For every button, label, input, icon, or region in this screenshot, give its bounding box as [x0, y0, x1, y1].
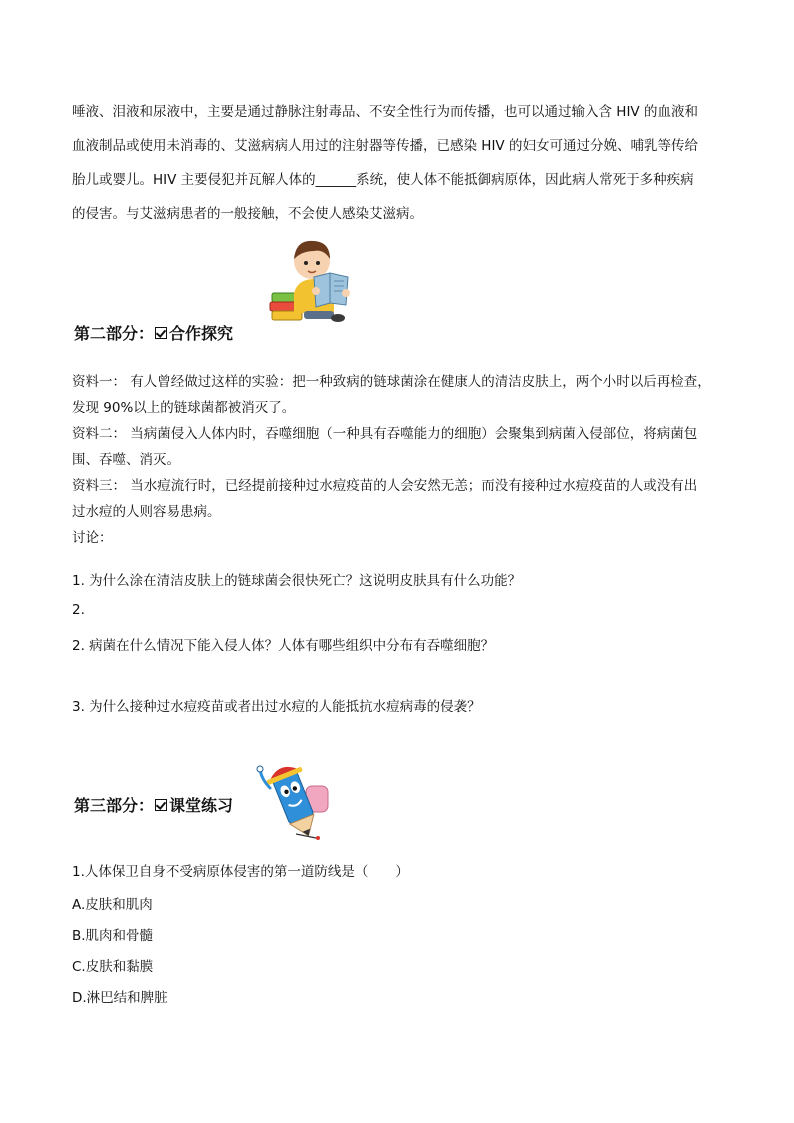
- intro-line: 的侵害。与艾滋病患者的一般接触，不会使人感染艾滋病。: [72, 206, 423, 222]
- exercise-question: 1.人体保卫自身不受病原体侵害的第一道防线是（ ）: [72, 864, 409, 880]
- section2-title: [74, 321, 233, 344]
- intro-line: 血液制品或使用未消毒的、艾滋病病人用过的注射器等传播，已感染 HIV 的妇女可通过分娩、哺乳等传给: [72, 138, 698, 154]
- section3-title-text: 课堂练习: [169, 796, 234, 815]
- material-line: 发现 90%以上的链球菌都被消灭了。: [72, 400, 296, 416]
- intro-line: 胎儿或婴儿。HIV 主要侵犯并瓦解人体的______系统，使人体不能抵御病原体，因此病人常死于多种疾病: [72, 172, 694, 188]
- section2-title-prefix: 第二部分：: [74, 324, 155, 343]
- discussion-question: 1. 为什么涂在清洁皮肤上的链球菌会很快死亡？这说明皮肤具有什么功能？: [72, 573, 522, 589]
- section2-title-text: 合作探究: [169, 324, 234, 343]
- boy-reading-illustration: [268, 233, 352, 325]
- material-line: 资料三： 当水痘流行时，已经提前接种过水痘疫苗的人会安然无恙；而没有接种过水痘疫苗的人或没有出: [72, 478, 698, 494]
- checkbox-icon: [155, 327, 167, 339]
- discussion-question: 2.: [72, 602, 85, 618]
- pencil-mascot-illustration: [256, 758, 342, 842]
- discussion-label: 讨论：: [72, 530, 113, 546]
- option-d: D.淋巴结和脾脏: [72, 990, 168, 1006]
- material-line: 资料二： 当病菌侵入人体内时，吞噬细胞（一种具有吞噬能力的细胞）会聚集到病菌入侵部位，将病菌包: [72, 426, 698, 442]
- section3-title: [74, 793, 233, 816]
- discussion-question: 2. 病菌在什么情况下能入侵人体？人体有哪些组织中分布有吞噬细胞？: [72, 638, 495, 654]
- option-c: C.皮肤和黏膜: [72, 959, 154, 975]
- discussion-question: 3. 为什么接种过水痘疫苗或者出过水痘的人能抵抗水痘病毒的侵袭？: [72, 699, 481, 715]
- material-line: 资料一： 有人曾经做过这样的实验：把一种致病的链球菌涂在健康人的清洁皮肤上，两个小时以后再检查，: [72, 374, 711, 390]
- option-a: A.皮肤和肌肉: [72, 897, 153, 913]
- section3-title-prefix: 第三部分：: [74, 796, 155, 815]
- intro-paragraph: [72, 95, 698, 231]
- intro-line: 唾液、泪液和尿液中，主要是通过静脉注射毒品、不安全性行为而传播，也可以通过输入含 HIV 的血液和: [72, 104, 698, 120]
- option-b: B.肌肉和骨髓: [72, 928, 154, 944]
- materials-block: [72, 369, 711, 551]
- checkbox-icon: [155, 799, 167, 811]
- material-line: 围、吞噬、消灭。: [72, 452, 180, 468]
- material-line: 过水痘的人则容易患病。: [72, 504, 221, 520]
